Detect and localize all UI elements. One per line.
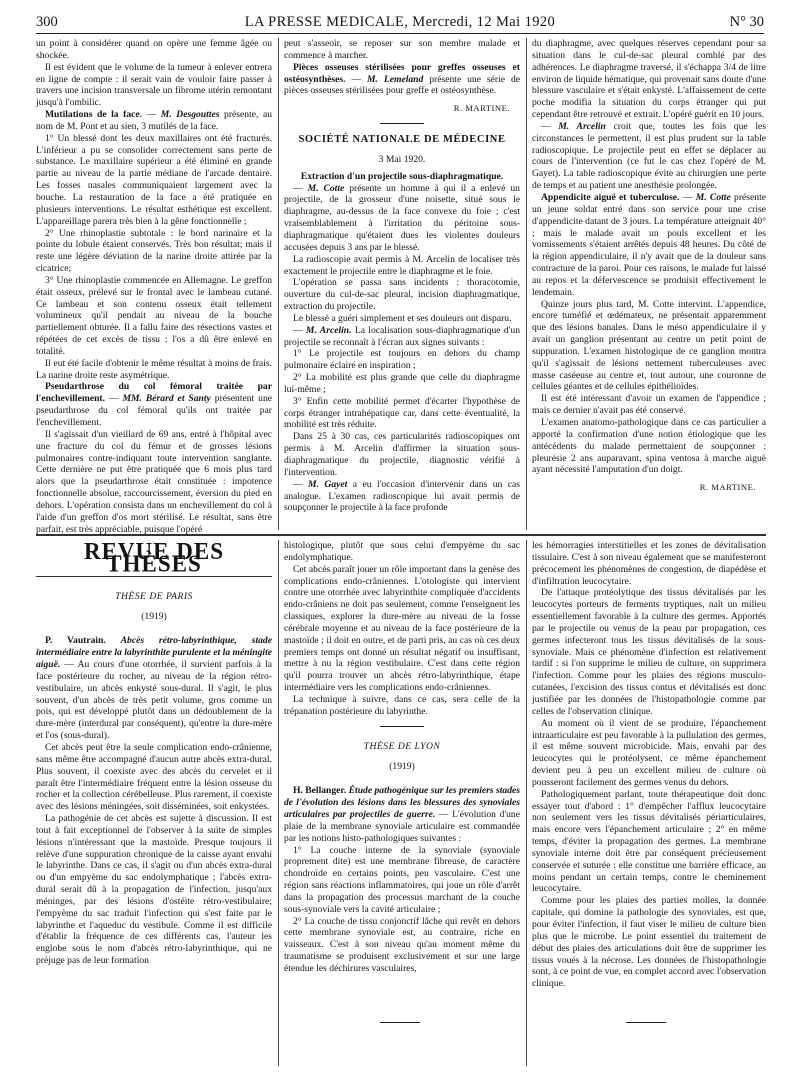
paragraph <box>284 694 520 718</box>
title-rule <box>36 576 272 577</box>
paragraph-text: un point à considérer quand on opère une femme âgée ou shockée. <box>36 38 272 61</box>
paragraph <box>532 718 766 789</box>
top-column-1 <box>36 38 273 535</box>
page-number: 300 <box>36 14 58 30</box>
paragraph <box>532 587 766 717</box>
paragraph <box>284 313 520 325</box>
signature: R. MARTINE. <box>699 482 756 493</box>
bottom-column-1-text <box>36 591 272 967</box>
paragraph <box>36 429 272 536</box>
paragraph-text: Quinze jours plus tard, M. Cotte intervint. L'appendice, encore tuméfié et œdémateux, ne présentait apparemment que des lésions banales. Dans le méso appendiculaire il y avait un ganglion présentant au centre un petit point de suppuration. L'examen histologique de ce ganglion montra qu'il s'agissait de lésions nettement tuberculeuses avec masse caséeuse au centre et, tout autour, une couronne de cellules géantes et de cellules épithélioïdes. <box>532 298 766 393</box>
paragraph <box>532 417 766 476</box>
author-name: M. Arcelin. <box>305 324 352 336</box>
society-heading: SOCIÉTÉ NATIONALE DE MÉDECINE <box>298 134 506 146</box>
column-divider <box>278 540 279 1066</box>
paragraph-text: La pathogénie de cet abcès est sujette à discussion. Il est tout à fait exceptionnel de l'observer à la suite de simples lésions n'intéressant que la mastoïde. Presque toujours il relève d'une suppuration chronique de la caisse ayant envahi le labyrinthe. Dans ce cas, il s'agit ou d'un abcès extra-dural ou d'un empyème du sac endolymphatique ; l'abcès extra-dural serait dû à la propagation de l'infection, jusqu'aux méninges, par des lésions d'ostéite rétro-vestibulaire; l'empyème du sac traduit l'infection qui s'est faite par le labyrinthe et l'aqueduc du vestibule. Comme il est difficile d'établir la fréquence de ces différents cas, l'auteur les englobe sous le nom d'abcès rétro-labyrinthique, qui ne préjuge pas de leur formation <box>36 813 272 967</box>
paragraph-text: Il est évident que le volume de la tumeur à enlever entrera en ligne de compte : il serait vain de vouloir faire passer à travers une incision transversale un fibrome utérin remontant jusqu'à l'ombilic. <box>36 61 272 109</box>
paragraph-text: Pathologiquement parlant, toute thérapeutique doit donc essayer tout d'abord : 1° d'empêcher l'afflux leucocytaire non seulement vers les tissus dévitalisés périarticulaires, mais encore vers l'épanchement articulaire ; 2° en même temps, d'éviter la propagation des germes. La membrane synoviale interne doit être par conséquent précieusement conservée et suturée : elle constitue une barrière efficace, au moins pendant un certain temps, contre le cheminement leucocytaire. <box>532 788 766 895</box>
paragraph-text: présentent une pseudarthrose du col fémoral qu'ils ont traitée par l'enchevillement. <box>36 393 272 428</box>
paragraph <box>36 275 272 358</box>
paragraph <box>36 358 272 382</box>
end-rule <box>626 1022 666 1023</box>
end-rule <box>380 1022 420 1023</box>
paragraph <box>284 254 520 278</box>
paragraph: — M. Gayet a eu l'occasion d'intervenir dans un cas analogue. L'examen radioscopique lui avait permis de soupçonner le projectile à la face profonde <box>284 478 520 514</box>
paragraph <box>284 785 520 844</box>
paragraph <box>284 38 520 62</box>
paragraph: — M. Arcelin. La localisation sous-diaphragmatique d'un projectile se reconnaît à l'écran aux signes suivants : <box>284 324 520 348</box>
paragraph-text: peut s'asseoir, se reposer sur son membre malade et commence à marcher. <box>284 38 520 61</box>
page-header <box>36 10 764 34</box>
spacer <box>36 627 272 635</box>
paragraph-text: De l'attaque protéolytique des tissus dévitalisés par les leucocytes porteurs de ferments tryptiques, naît un milieu essentiellement favorable à la culture des germes. Apportés par le projectile ou venus de la peau par propagation, ces germes infecteront tous les tissus dévitalisés de la sous-synoviale. Mais ce phénomène d'infection est relativement tardif : si l'on supprime le milieu de culture, on supprimera l'infection. Comme pour les plaies des régions musculo-cutanées, l'excision des tissus contus et dévitalisés est donc justifiée par les données de l'histopathologie comme par celles de l'observation clinique. <box>532 587 766 717</box>
date-line: (1919) <box>389 760 415 772</box>
paragraph <box>284 845 520 916</box>
issue-number: N° 30 <box>729 14 764 30</box>
author-name: M. Cotte <box>307 182 345 194</box>
paragraph <box>36 62 272 109</box>
paragraph <box>284 396 520 432</box>
paragraph-text: présente un jeune soldat entré dans son service pour une crise d'appendicite datant de 3 jours. La température atteignait 40° ; mais le malade avait un pouls excellent et les vomissements s'étaient arrêtés depuis 48 heures. Du côté de la région appendiculaire, il n'y avait que de la douleur sans contracture de la paroi. Pour ces raisons, le malade fut laissé au repos et la défervescence se produisit effectivement le lendemain. <box>532 191 766 298</box>
thesis-title: Abcès rétro-labyrinthique, stade intermédiaire entre la labyrinthite purulente et la méningite aiguë. <box>36 635 272 671</box>
paragraph <box>284 372 520 396</box>
paragraph: Pseudarthrose du col fémoral traitée par l'enchevillement. — MM. Bérard et Santy présentent une pseudarthrose du col fémoral qu'ils ont traitée par l'enchevillement. <box>36 381 272 428</box>
paragraph <box>284 348 520 372</box>
paragraph: — M. Cotte présente un homme à qui il a enlevé un projectile, de la grosseur d'une noisette, situé sous le diaphragme, au-dessus de la face convexe du foie ; c'est vraisemblablement à l'irritation du péritoine sous-diaphragmatique qu'étaient dues les violentes douleurs accusées depuis 3 ans par le blessé. <box>284 182 520 253</box>
date-line: 3 Mai 1920. <box>378 153 426 165</box>
paragraph-text: 2° La mobilité est plus grande que celle du diaphragme lui-même ; <box>284 372 520 395</box>
paragraph-text: histologique, plutôt que sous celui d'empyème du sac endolymphatique. <box>284 540 520 563</box>
paragraph <box>36 813 272 967</box>
paragraph-text: Le blessé a guéri simplement et ses douleurs ont disparu. <box>293 312 512 324</box>
date-line: (1919) <box>141 610 167 622</box>
paragraph-heading: P. Vautrain. <box>45 635 106 647</box>
paragraph-text: a eu l'occasion d'intervenir dans un cas analogue. L'examen radioscopique lui avait permis de soupçonner le projectile à la face profonde <box>284 478 520 514</box>
short-rule <box>380 123 424 124</box>
paragraph-text: Dans 25 à 30 cas, ces particularités radioscopiques ont permis à M. Arcelin d'affirmer la situation sous-diaphragmatique du projectile, diagnostic vérifié à l'intervention. <box>284 431 520 478</box>
author-name: M. Arcelin <box>558 120 606 132</box>
paragraph-heading: Pseudarthrose du col fémoral traitée par l'enchevillement. <box>36 381 272 405</box>
journal-title: LA PRESSE MEDICALE, Mercredi, 12 Mai 1920 <box>244 14 556 30</box>
author-name: M. Cotte <box>695 191 731 203</box>
paragraph-text: 1° La couche interne de la synoviale (synoviale proprement dite) est une membrane fibreuse, de caractère chondroïde en certains points, peu vasculaire. C'est une région sans réactions inflammatoires, qui joue un rôle d'arrêt dans la propagation des processus marchant de la couche sous-synoviale vers la cavité articulaire ; <box>284 844 520 915</box>
paragraph <box>532 299 766 394</box>
paragraph <box>284 916 520 975</box>
thesis-title: Étude pathogénique sur les premiers stades de l'évolution des lésions dans les blessures des synoviales articulaires par projectiles de guerre. <box>284 785 520 821</box>
section-title: REVUE DES THÈSES <box>83 538 224 577</box>
paragraph-text: Il s'agissait d'un vieillard de 69 ans, entré à l'hôpital avec une fracture du col du fémur et de grosses lésions pulmonaires contre-indiquant toute intervention sanglante. Cette dernière ne put être pratiquée que 6 mois plus tard alors que la pseudarthrose était constituée : impotence fonctionnelle absolue, raccourcissement, éversion du pied en dehors. L'opération consista dans un enchevillement du col à l'aide d'un greffon d'os mort stérilisé. Le résultat, sans être parfait, est très appréciable, puisque l'opéré <box>36 428 272 535</box>
paragraph <box>36 38 272 62</box>
paragraph-text: présente une série de pièces osseuses stérilisées pour greffe et ostéosynthèse. <box>284 73 521 97</box>
author-name: MM. Bérard et Santy <box>122 393 211 405</box>
paragraph <box>532 789 766 896</box>
paragraph <box>532 540 766 587</box>
paragraph-heading: Mutilations de la face. <box>45 109 143 121</box>
paragraph <box>36 742 272 813</box>
paragraph: Appendicite aiguë et tuberculose. — M. Cotte présente un jeune soldat entré dans son service pour une crise d'appendicite datant de 3 jours. La température atteignait 40° ; mais le malade avait un pouls excellent et les vomissements s'étaient arrêtés depuis 48 heures. Du côté de la région appendiculaire, il n'y avait que de la douleur sans contracture de la paroi. Pour ces raisons, le malade fut laissé au repos et la défervescence se produisit effectivement le lendemain. <box>532 191 766 298</box>
paragraph-text: L'opération se passa sans incidents : thoracotomie, ouverture du cul-de-sac pleural, incision diaphragmatique, extraction du projectile. <box>284 277 520 313</box>
signature: R. MARTINE. <box>453 103 510 114</box>
paragraph: Pièces osseuses stérilisées pour greffes osseuses et ostéosynthèses. — M. Lemeland présente une série de pièces osseuses stérilisées pour greffe et ostéosynthèse. <box>284 61 521 97</box>
paragraph-text: Au moment où il vient de se produire, l'épanchement intraarticulaire est peu favorable à la pullulation des germes, il est même souvent microbicide. Mais, envahi par des leucocytes qui le protéolysent, ce même épanchement devient peu à peu un excellent milieu de culture où pousseront facilement des germes venus du dehors. <box>532 717 766 788</box>
paragraph-text: 2° La couche de tissu conjonctif lâche qui revêt en dehors cette membrane synoviale est, au contraire, riche en vaisseaux. C'est à son niveau qu'au moment même du traumatisme se produisent exclusivement et sur une large étendue les déchirures vasculaires, <box>284 915 520 974</box>
short-rule <box>380 726 424 727</box>
paragraph-text: présente, au nom de M. Pont et au sien, 3 mutilés de la face. <box>36 109 273 132</box>
paragraph <box>284 277 520 313</box>
paragraph-text: La localisation sous-diaphragmatique d'un projectile se reconnaît à l'écran aux signes suivants : <box>284 324 520 348</box>
paragraph-text: L'examen anatomo-pathologique dans ce cas particulier a apporté la confirmation d'une notion étiologique que les antécédents du malade permettaient de soupçonner : pleurésie 2 ans auparavant, spina ventosa à marche aiguë ayant nécessité l'amputation d'un doigt. <box>532 417 766 476</box>
author-name: M. Lemeland <box>367 73 424 85</box>
session-heading: Extraction d'un projectile sous-diaphragmatique. <box>300 170 504 182</box>
paragraph-text: 3° Une rhinoplastie commencée en Allemagne. Le greffon était osseux, prélevé sur le frontal avec le lambeau cutané. Ce lambeau et son contenu osseux était tellement volumineux qu'il pendait au niveau de la bouche partiellement obturée. Il a fallu faire des résections vastes et répétées de cet excès de tissu : l'os a dû être enlevé en totalité. <box>36 274 272 357</box>
thesis-heading: THÈSE DE PARIS <box>115 590 193 602</box>
bottom-column-2 <box>284 540 520 1010</box>
column-divider <box>526 540 527 1066</box>
thesis-heading: THÈSE DE LYON <box>363 740 441 752</box>
paragraph-text: du diaphragme, avec quelques réserves cependant pour sa situation dans le cul-de-sac pleural comblé par des adhérences. Le diaphragme traversé, il s'échappa 3/4 de litre environ de liquide hématique, qui provenait sans doute d'une blessure vasculaire et s'était enkysté. L'affaissement de cette poche modifia la situation du corps étranger qui put cependant être retrouvé et extrait. L'opéré guérit en 10 jours. <box>532 38 766 121</box>
paragraph-heading: Pièces osseuses stérilisées pour greffes osseuses et ostéosynthèses. <box>284 61 520 85</box>
paragraph-text: Cet abcès paraît jouer un rôle important dans la genèse des complications endo-crâniennes. L'otologiste qui intervient contre une otorrhée avec labyrinthite compliquée d'accidents endo-crâniens ne doit pas seulement, comme l'enseignent les classiques, explorer la dure-mère au niveau de la fosse cérébrale moyenne et au niveau de la face postérieure de la mastoïde ; il doit en outre, et de parti pris, au cas où ces deux premiers temps ont donné un résultat négatif ou insuffisant, mettre à nu la région vestibulaire. C'est dans cette région qu'il pourra trouver un abcès rétro-labyrinthique, étape intermédiaire vers les complications endo-crâniennes. <box>284 563 520 694</box>
author-name: M. Desgouttes <box>160 109 220 121</box>
paragraph <box>36 228 272 275</box>
column-divider <box>526 38 527 530</box>
paragraph-text: Comme pour les plaies des parties molles, la donnée capitale, qui domine la pathologie des synoviales, est que, pour éviter l'infection, il faut viser le milieu de culture bien plus que le microbe. Le point essentiel du traitement de début des plaies des articulations doit être de supprimer les tissus voués à la nécrose. Les données de l'histopathologie sont, à ce point de vue, en complet accord avec l'observation clinique. <box>532 895 766 990</box>
paragraph-text: — Au cours d'une otorrhée, il survient parfois à la face postérieure du rocher, au niveau de la région rétro-vestibulaire, un abcès enkysté sous-dural. Il s'agit, le plus souvent, d'un abcès de très petit volume, gros comme un pois, qui est développé plutôt dans un dédoublement de la dure-mère (interdural par conséquent), qu'entre la dure-mère et l'os (sous-dural). <box>36 659 272 742</box>
paragraph-text: 3° Enfin cette mobilité permet d'écarter l'hypothèse de corps étranger intrahépatique car, dans cette éventualité, la mobilité est très réduite. <box>284 395 520 431</box>
paragraph <box>36 133 272 228</box>
paragraph-heading: Appendicite aiguë et tuberculose. <box>541 191 680 203</box>
paragraph <box>36 635 272 742</box>
paragraph-text: 1° Un blessé dont les deux maxillaires ont été fracturés. L'inférieur a pu se consolider correctement sans perte de substance. Le maxillaire supérieur a été éliminé en grande partie au niveau de la partie médiane de l'arcade dentaire. Les fosses nasales communiquaient largement avec la bouche. La restauration de la face a été pratiquée en plusieurs interventions. Le résultat esthétique est excellent. L'appareillage parera très bien à la gêne fonctionnelle ; <box>36 132 272 227</box>
paragraph <box>532 895 766 990</box>
paragraph-text: — L'évolution d'une plaie de la membrane synoviale articulaire est commandée par les notions histo-pathologiques suivantes : <box>284 809 520 844</box>
paragraph <box>284 431 520 478</box>
paragraph <box>532 393 766 417</box>
header-rule <box>36 33 764 34</box>
paragraph-text: 2° Une rhinoplastie subtotale : le bord narinaire et la pointe du lobule étaient conservés. Très bon résultat; mais il reste une légère déviation de la narine droite attirée par la cicatrice; <box>36 227 272 275</box>
bottom-column-3 <box>532 540 766 1010</box>
bottom-column-1 <box>36 540 272 1064</box>
paragraph-text: Cet abcès peut être la seule complication endo-crânienne, sans même être accompagné d'aucun autre abcès extra-dural. Plus souvent, il coexiste avec des abcès du cervelet et il paraît être l'intermédiaire fréquent entre la lésion osseuse du rocher et la collection cérébelleuse. Plus rarement, il coexiste avec des lésions méningées, soit disséminées, soit enkystées. <box>36 741 272 813</box>
paragraph-text: La technique à suivre, dans ce cas, sera celle de la trépanation postérieure du labyrinthe. <box>284 693 520 717</box>
paragraph-heading: H. Bellanger. <box>293 785 347 797</box>
paragraph-text: La radioscopie avait permis à M. Arcelin de localiser très exactement le projectile entre le diaphragme et le foie. <box>284 253 520 277</box>
paragraph-text: présente un homme à qui il a enlevé un projectile, de la grosseur d'une noisette, situé sous le diaphragme, au-dessus de la face convexe du foie ; c'est vraisemblablement à l'irritation du péritoine sous-diaphragmatique qu'étaient dues les violentes douleurs accusées depuis 3 ans par le blessé. <box>284 182 520 253</box>
paragraph-text: 1° Le projectile est toujours en dehors du champ pulmonaire éclairé en inspiration ; <box>284 348 520 372</box>
paragraph-text: croit que, toutes les fois que les circonstances le permettent, il est plus prudent sur la table radioscopique. Le projectile peut en effet se déplacer au cours de l'intervention (ce fut le cas chez l'opéré de M. Gayet). La table radioscopique évite au chirurgien une perte de temps et au patient une anesthésie prolongée. <box>532 120 766 192</box>
top-column-2 <box>284 38 520 528</box>
top-column-3 <box>532 38 766 528</box>
paragraph-text: Il est été intéressant d'avoir un examen de l'appendice ; mais ce dernier n'avait pas été conservé. <box>532 393 766 417</box>
paragraph: — M. Arcelin croit que, toutes les fois que les circonstances le permettent, il est plus prudent sur la table radioscopique. Le projectile peut en effet se déplacer au cours de l'intervention (ce fut le cas chez l'opéré de M. Gayet). La table radioscopique évite au chirurgien une perte de temps et au patient une anesthésie prolongée. <box>532 120 766 192</box>
section-divider <box>36 534 766 536</box>
paragraph-text: les hémorragies interstitielles et les zones de dévitalisation tissulaire. C'est à son niveau également que se manifesteront précocement les phénomènes de congestion, de diapédèse et d'infiltration leucocytaire. <box>532 540 766 587</box>
paragraph <box>284 564 520 694</box>
paragraph-text: Il eut été facile d'obtenir le même résultat à moins de frais. La narine droite reste asymétrique. <box>36 357 272 381</box>
paragraph: Mutilations de la face. — M. Desgouttes présente, au nom de M. Pont et au sien, 3 mutilés de la face. <box>36 109 273 132</box>
paragraph <box>532 38 766 121</box>
column-divider <box>278 38 279 530</box>
author-name: M. Gayet <box>308 478 348 490</box>
paragraph <box>284 540 520 564</box>
